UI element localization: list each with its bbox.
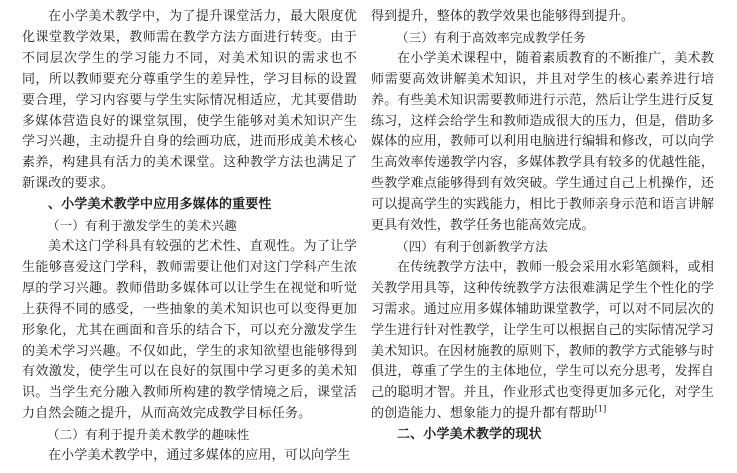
subsection-three-heading: （三）有利于高效率完成教学任务 xyxy=(396,29,586,45)
section-two-heading: 二、小学美术教学的现状 xyxy=(397,427,542,443)
subsection-one-heading: （一）有利于激发学生的美术兴趣 xyxy=(47,218,237,234)
subsection-two-heading: （二）有利于提升美术教学的趣味性 xyxy=(47,427,250,443)
left-column xyxy=(22,7,357,467)
continuation-line: 得到提升，整体的教学效果也能够得到提升。 xyxy=(371,9,635,24)
citation-marker: [1] xyxy=(594,404,607,414)
subsection-three-paragraph: 在小学美术课程中，随着素质教育的不断推广，美术教师需要高效讲解美术知识，并且对学生的核心素养进行培养。有些美术知识需要教师进行示范，然后让学生进行反复练习，这样会给学生和教师造成很大的压力，但是，借助多媒体的应用，教师可以利用电脑进行编辑和修改，可以向学生高效率传递教学内容，多媒体教学具有较多的优越性能， 些教学难点能够得到有效突破。学生通过自己上机操作，还可以提高学生的实践能力，相比于教师亲身示范和语言讲解更具有效性，教学任务也能高效完成。 xyxy=(371,50,714,234)
subsection-two-paragraph: 在小学美术教学中，通过多媒体的应用，可以向学生 xyxy=(48,448,351,464)
right-column xyxy=(371,7,714,446)
subsection-four-heading: （四）有利于创新教学方法 xyxy=(396,238,548,254)
subsection-four-paragraph xyxy=(371,258,714,425)
intro-paragraph: 在小学美术教学中，为了提升课堂活力，最大限度优化课堂教学效果，教师需在教学方法方面进行转变。由于不同层次学生的学习能力不同，对美术知识的需求也不同，所以教师要充分尊重学生的差异性，学习目标的设置要合理，学习内容要与学生实际情况相适应，尤其要借助多媒体营造良好的课堂氛围，使学生能够对美术知识产生学习兴趣，主动提升自身的绘画功底，进而形成美术核心素养，构建具有活力的美术课堂。这种教学方法也满足了新课改的要求。 xyxy=(22,9,357,192)
subsection-four-text: 在传统教学方法中，教师一般会采用水彩笔颜料，或相关教学用具等，这种传统教学方法很难满足学生个性化的学习需求。通过应用多媒体辅助课堂教学，可以对不同层次的学生进行针对性教学，让学生可以根据自己的实际情况学习美术知识。在因材施教的原则下，教师的教学方式能够与时俱进，尊重了学生的主体地位，学生可以充分思考，发挥自己的聪明才智。并且，作业形式也变得更加多元化，对学生的创造能力、想象能力的提升都有帮助 xyxy=(371,259,714,422)
section-one-heading: 、小学美术教学中应用多媒体的重要性 xyxy=(48,197,272,213)
subsection-one-paragraph: 美术这门学科具有较强的艺术性、直观性。为了让学生能够喜爱这门学科，教师需要让他们对这门学科产生浓厚的学习兴趣。教师借助多媒体可以让学生在视觉和听觉上获得不同的感受，一些抽象的美术知识也可以变得更加形象化，尤其在画面和音乐的结合下，可以充分激发学生的美术学习兴趣。不仅如此，学生的求知欲望也能够得到有效激发，使学生可以在良好的氛围中学习更多的美术知识。当学生充分融入教师所构建的教学情境之后，课堂活力自然会随之提升，从而高效完成教学目标任务。 xyxy=(22,238,357,422)
